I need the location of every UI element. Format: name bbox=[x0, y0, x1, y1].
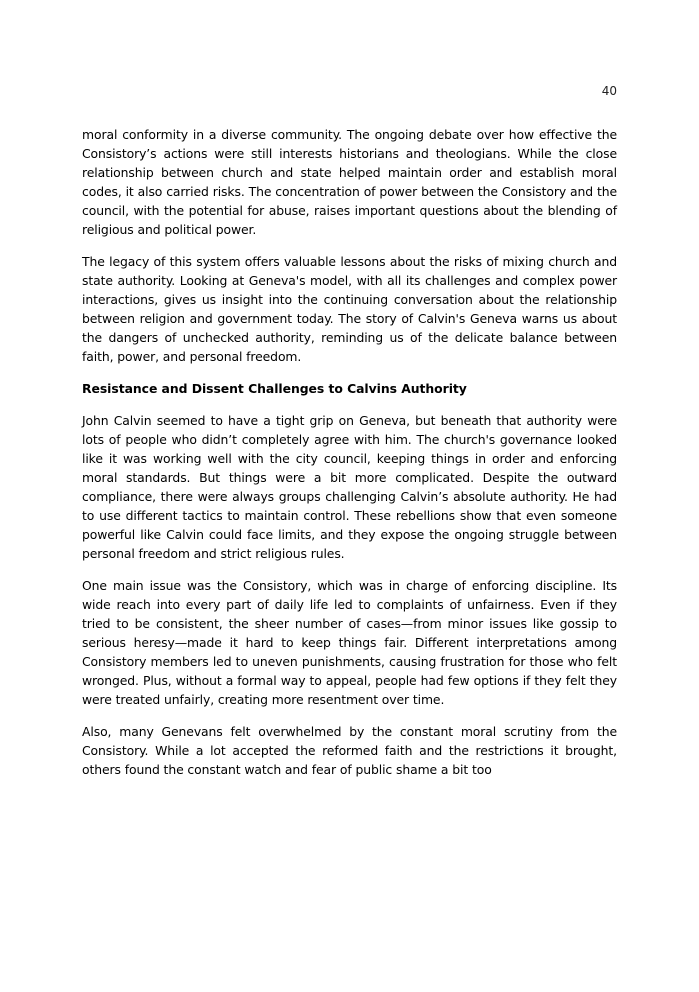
page-body bbox=[82, 125, 617, 792]
paragraph: The legacy of this system offers valuable lessons about the risks of mixing church and state authority. Looking at Geneva's model, with all its challenges and complex power interactions, gives us insight into the continuing conversation about the relationship between religion and government today. The story of Calvin's Geneva warns us about the dangers of unchecked authority, reminding us of the delicate balance between faith, power, and personal freedom. bbox=[82, 254, 617, 364]
paragraph: One main issue was the Consistory, which was in charge of enforcing discipline. Its wide reach into every part of daily life led to complaints of unfairness. Even if they tried to be consistent, the sheer number of cases—from minor issues like gossip to serious heresy—made it hard to keep things fair. Different interpretations among Consistory members led to uneven punishments, causing frustration for those who felt wronged. Plus, without a formal way to appeal, people had few options if they felt they were treated unfairly, creating more resentment over time. bbox=[82, 578, 617, 707]
paragraph: moral conformity in a diverse community. The ongoing debate over how effective the Consistory’s actions were still interests historians and theologians. While the close relationship between church and state helped maintain order and establish moral codes, it also carried risks. The concentration of power between the Consistory and the council, with the potential for abuse, raises important questions about the blending of religious and political power. bbox=[82, 127, 617, 237]
section-heading: Resistance and Dissent Challenges to Calvins Authority bbox=[82, 381, 467, 396]
paragraph: John Calvin seemed to have a tight grip on Geneva, but beneath that authority were lots of people who didn’t completely agree with him. The church's governance looked like it was working well with the city council, keeping things in order and enforcing moral standards. But things were a bit more complicated. Despite the outward compliance, there were always groups challenging Calvin’s absolute authority. He had to use different tactics to maintain control. These rebellions show that even someone powerful like Calvin could face limits, and they expose the ongoing struggle between personal freedom and strict religious rules. bbox=[82, 413, 617, 561]
page-number: 40 bbox=[601, 84, 617, 98]
paragraph: Also, many Genevans felt overwhelmed by the constant moral scrutiny from the Consistory. While a lot accepted the reformed faith and the restrictions it brought, others found the constant watch and fear of public shame a bit too bbox=[82, 724, 617, 777]
